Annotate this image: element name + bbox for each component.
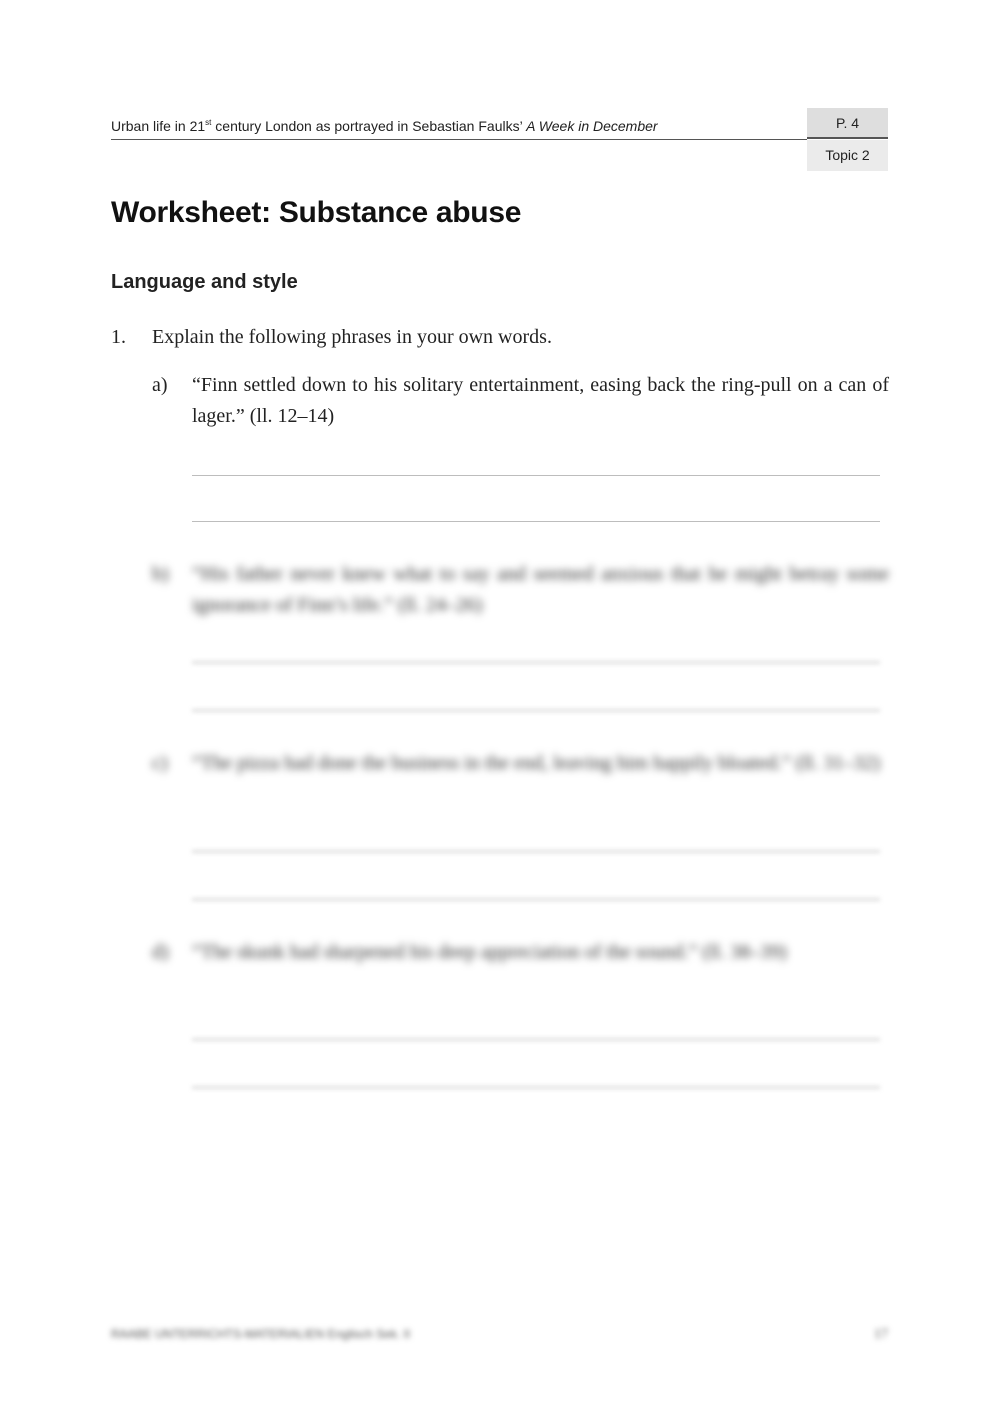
item-text-b: “His father never knew what to say and seemed anxious that he might betray some ignorance of Finn’s life.” (ll. 24–26) (192, 563, 889, 616)
answer-line[interactable] (192, 1087, 880, 1088)
running-header (111, 108, 887, 139)
page-title: Worksheet: Substance abuse (111, 196, 522, 229)
header-divider (111, 139, 807, 140)
task-number: 1. (111, 326, 126, 348)
item-label-a: a) (152, 374, 168, 396)
footer-publisher: RAABE UNTERRICHTS-MATERIALIEN Englisch Sek. II (111, 1327, 411, 1341)
section-heading: Language and style (111, 271, 298, 293)
answer-line[interactable] (192, 662, 880, 663)
answer-line[interactable] (192, 851, 880, 852)
footer-page-number: 17 (874, 1327, 888, 1342)
answer-line[interactable] (192, 1039, 880, 1040)
running-title (111, 118, 658, 134)
answer-line[interactable] (192, 710, 880, 711)
item-text-a: “Finn settled down to his solitary entertainment, easing back the ring-pull on a can of lager.” (ll. 12–14) (192, 374, 889, 427)
answer-line[interactable] (192, 475, 880, 476)
item-label-b: b) (152, 563, 169, 585)
running-title-book: A Week in December (526, 118, 658, 134)
topic-label: Topic 2 (807, 140, 888, 171)
task-instruction: Explain the following phrases in your own words. (152, 326, 552, 348)
running-title-middle: century London as portrayed in Sebastian Faulks’ (211, 118, 527, 134)
item-text-d: “The skunk had sharpened his deep appreciation of the sound.” (ll. 38–39) (192, 941, 787, 963)
answer-line[interactable] (192, 521, 880, 522)
running-title-superscript: st (205, 118, 212, 127)
running-title-prefix: Urban life in 21 (111, 118, 206, 134)
item-text-c: “The pizza had done the business in the end, leaving him happily bloated.” (ll. 31–32) (192, 752, 881, 774)
item-label-d: d) (152, 941, 169, 963)
page-label: P. 4 (807, 108, 888, 139)
answer-line[interactable] (192, 899, 880, 900)
item-label-c: c) (152, 752, 168, 774)
